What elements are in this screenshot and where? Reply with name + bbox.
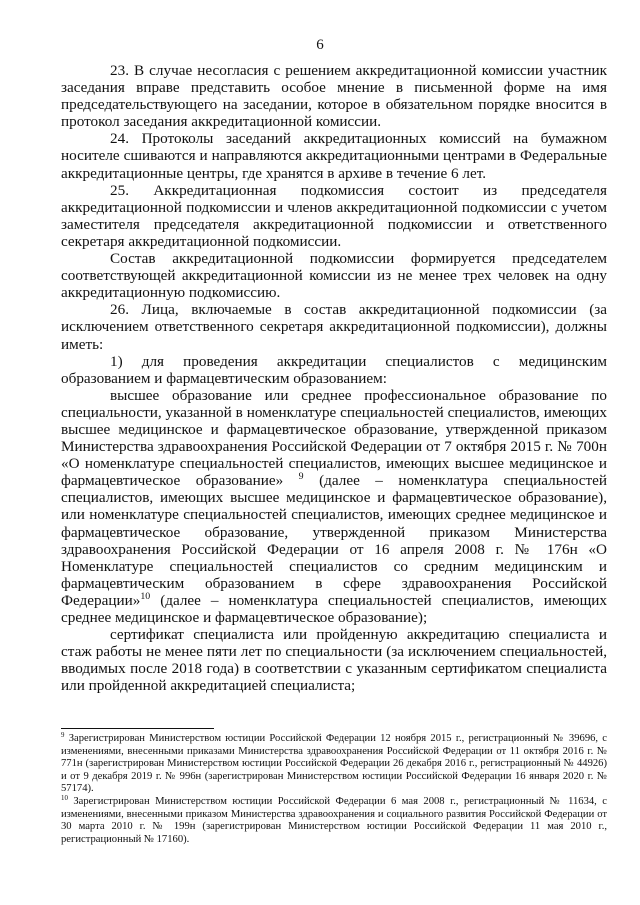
footnotes xyxy=(61,733,607,846)
paragraph-education-requirement xyxy=(61,387,607,626)
footnote-ref-9: 9 xyxy=(298,471,304,483)
paragraph-26-item-1: 1) для проведения аккредитации специалистов с медицинским образованием и фармацевтическим образованием: xyxy=(61,352,607,387)
document-body xyxy=(61,62,607,694)
education-text-part-1: высшее образование или среднее профессиональное образование по специальности, указанной в номенклатуре специальностей специалистов, имеющих высшее медицинское и фармацевтическое образование, утвержденной приказом Министерства здравоохранения Российской Федерации от 7 октября 2015 г. № 700н «О номенклатуре специальностей специалистов, имеющих высшее медицинское и фармацевтическое образование» xyxy=(61,386,607,490)
footnote-10 xyxy=(61,796,607,846)
page-number: 6 xyxy=(316,37,324,53)
paragraph-25: 25. Аккредитационная подкомиссия состоит из председателя аккредитационной подкомиссии и членов аккредитационной подкомиссии с учетом заместителя председателя аккредитационной подкомиссии и ответственного секретаря аккредитационной подкомиссии. xyxy=(61,181,607,250)
footnote-text: Зарегистрирован Министерством юстиции Российской Федерации 6 мая 2008 г., регистрационный № 11634, с изменениями, внесенными приказом Министерства здравоохранения и социального развития Российской Федерации от 30 марта 2010 г. № 199н (зарегистрирован Министерством юстиции Российской Федерации 11 мая 2010 г., регистрационный № 17160). xyxy=(61,795,607,845)
paragraph-24: 24. Протоколы заседаний аккредитационных комиссий на бумажном носителе сшиваются и направляются аккредитационными центрами в Федеральные аккредитационные центры, где хранятся в архиве в течение 6 лет. xyxy=(61,130,607,182)
footnote-mark: 9 xyxy=(61,731,65,739)
education-text-part-2: (далее – номенклатура специальностей специалистов, имеющих высшее медицинское и фармацевтическое образование), или номенклатуре специальностей специалистов, имеющих среднее медицинское и фармацевтическое образование, утвержденной приказом Министерства здравоохранения Российской Федерации от 16 апреля 2008 г. № 176н «О Номенклатуре специальностей специалистов со средним медицинским и фармацевтическим образованием в сфере здравоохранения Российской Федерации» xyxy=(61,472,608,609)
footnote-9 xyxy=(61,733,607,796)
paragraph-26: 26. Лица, включаемые в состав аккредитационной подкомиссии (за исключением ответственного секретаря аккредитационной подкомиссии), должны иметь: xyxy=(61,301,607,353)
paragraph-25-composition: Состав аккредитационной подкомиссии формируется председателем соответствующей аккредитационной комиссии из не менее трех человек на одну аккредитационную подкомиссию. xyxy=(61,250,607,302)
footnote-text: Зарегистрирован Министерством юстиции Российской Федерации 12 ноября 2015 г., регистрационный № 39696, с изменениями, внесенными приказами Министерства здравоохранения Российской Федерации от 11 октября 2016 г. № 771н (зарегистрирован Министерством юстиции Российской Федерации 26 декабря 2016 г., регистрационный № 44926) и от 9 декабря 2019 г. № 996н (зарегистрирован Министерством юстиции Российской Федерации 16 января 2020 г. № 57174). xyxy=(61,733,608,795)
footnote-divider xyxy=(61,728,214,729)
paragraph-certificate-requirement: сертификат специалиста или пройденную аккредитацию специалиста и стаж работы не менее пяти лет по специальности (за исключением специальностей, вводимых после 2018 года) в соответствии с указанным сертификатом специалиста или пройденной аккредитацией специалиста; xyxy=(61,626,607,695)
footnote-ref-10: 10 xyxy=(140,590,151,602)
paragraph-23: 23. В случае несогласия с решением аккредитационной комиссии участник заседания вправе представить особое мнение в письменной форме на имя председательствующего на заседании, которое в обязательном порядке вносится в протокол заседания аккредитационной комиссии. xyxy=(61,62,607,131)
footnote-mark: 10 xyxy=(61,794,68,802)
education-text-part-3: (далее – номенклатура специальностей специалистов, имеющих среднее медицинское и фармацевтическое образование); xyxy=(61,591,607,626)
